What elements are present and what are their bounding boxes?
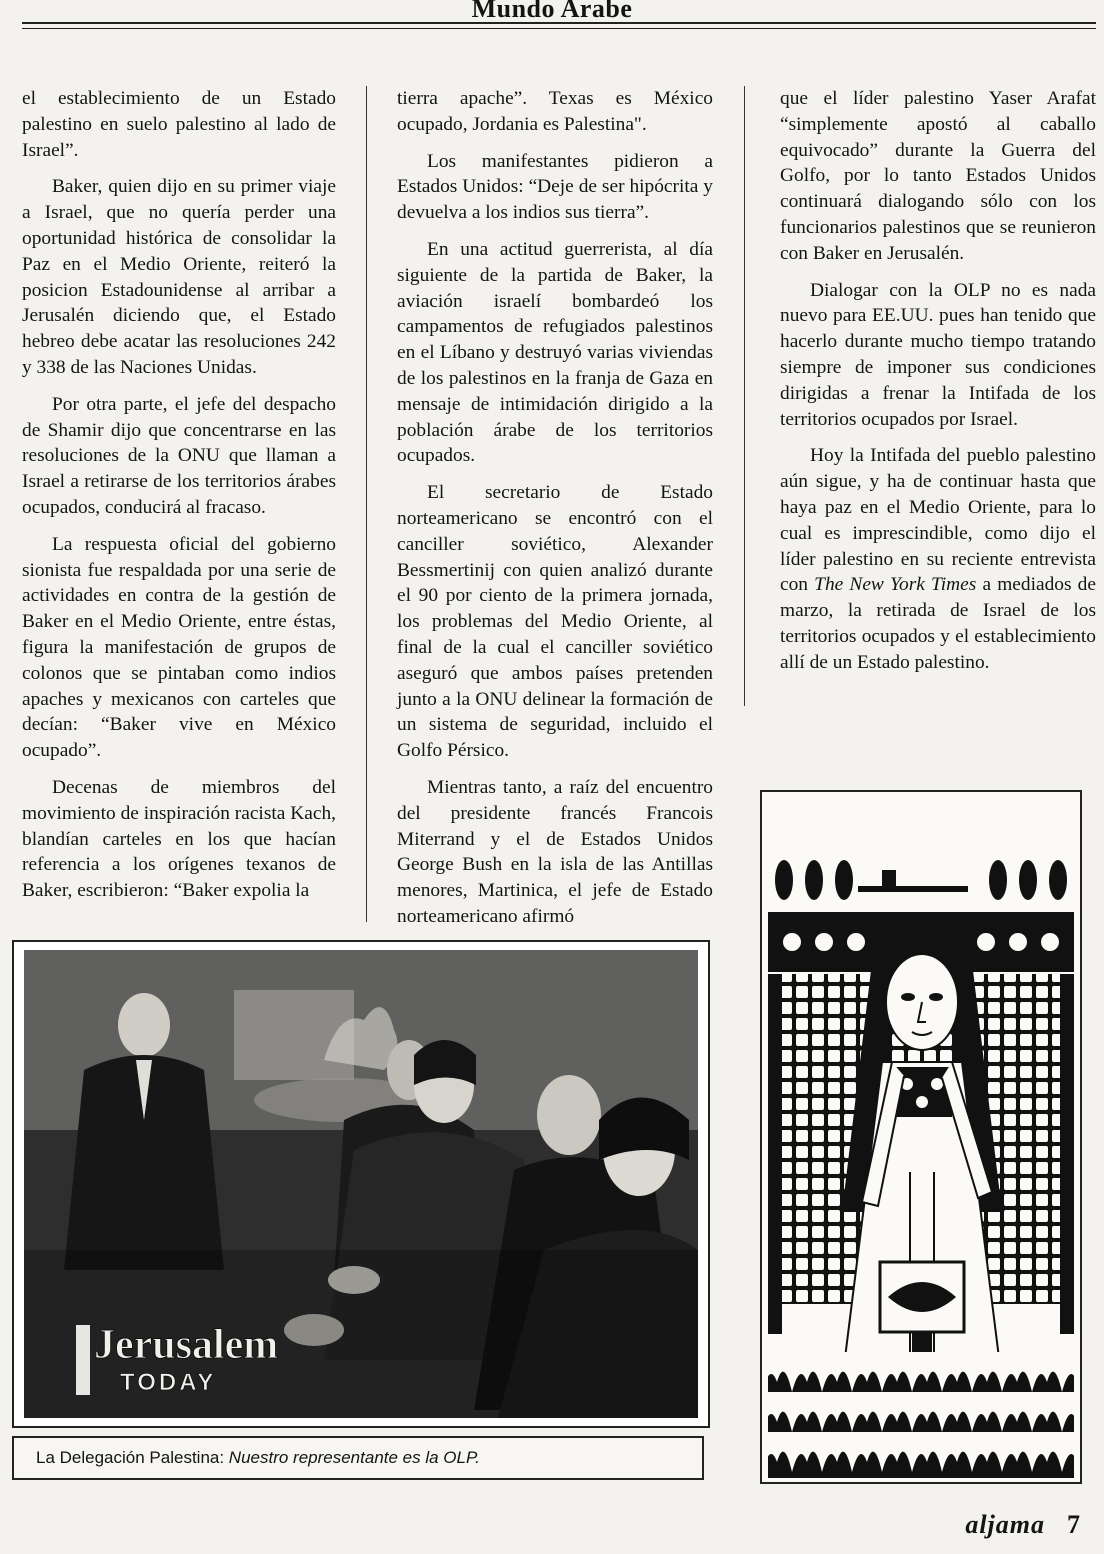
illustration-frame <box>760 790 1082 1484</box>
column-divider <box>744 86 745 706</box>
article-column-2 <box>397 86 713 941</box>
paragraph-text: a mediados de marzo, la retirada de Israel de los territorios ocupados y el establecimiento allí de un Estado palestino. <box>780 574 1096 673</box>
tv-overlay-title: Jerusalem <box>94 1322 279 1368</box>
column-divider <box>366 86 367 922</box>
paragraph <box>780 443 1096 675</box>
caption-prefix: La Delegación Palestina: <box>36 1448 229 1467</box>
paragraph: el establecimiento de un Estado palestino en suelo palestino al lado de Israel”. <box>22 88 336 161</box>
paragraph: que el líder palestino Yaser Arafat “simplemente apostó al caballo equivocado” durante la Guerra del Golfo, por lo tanto Estados Unidos continuará dialogando sólo con los funcionarios palestinos que se reunieron con Baker en Jerusalén. <box>780 88 1096 264</box>
paragraph: tierra apache”. Texas es México ocupado, Jordania es Palestina". <box>397 88 713 135</box>
page-footer <box>965 1510 1080 1540</box>
paragraph: Mientras tanto, a raíz del encuentro del presidente francés Francois Miterrand y el de Estados Unidos George Bush en la isla de las Antillas menores, Martinica, el jefe de Estado norteamericano afirmó <box>397 776 713 927</box>
article-column-1 <box>22 86 336 915</box>
tv-overlay-subtitle: TODAY <box>120 1369 217 1396</box>
photo-illustration <box>24 950 698 1418</box>
photo-caption <box>12 1436 704 1480</box>
delegation-photo <box>24 950 698 1418</box>
section-title: Mundo Arabe <box>471 0 633 23</box>
page-number: 7 <box>1067 1510 1080 1539</box>
photo-frame <box>12 940 710 1428</box>
header-rule-thin <box>22 28 1096 29</box>
paragraph: Baker, quien dijo en su primer viaje a Israel, que no quería perder una oportunidad histórica de consolidar la Paz en el Medio Oriente, reiteró la posicion Estadounidense al arribar a Jerusalén diciendo que, el Estado hebreo debe acatar las resoluciones 242 y 338 de las Naciones Unidas. <box>22 176 336 378</box>
newspaper-name: The New York Times <box>814 574 977 596</box>
caption-emphasis: Nuestro representante es la OLP. <box>228 1448 480 1467</box>
magazine-logo: aljama <box>965 1510 1045 1539</box>
paragraph: Los manifestantes pidieron a Estados Unidos: “Deje de ser hipócrita y devuelva a los indios sus tierra”. <box>397 150 713 224</box>
paragraph: Dialogar con la OLP no es nada nuevo para EE.UU. pues han tenido que hacerlo durante mucho tiempo tratando siempre de imponer sus condiciones dirigidas a frenar la Intifada de los territorios ocupados por Israel. <box>780 279 1096 430</box>
paragraph-text: Hoy la Intifada del pueblo palestino aún sigue, y ha de continuar hasta que haya paz en el Medio Oriente, para lo cual es imprescindible, como dijo el líder palestino en su reciente entrevista con <box>780 445 1096 596</box>
palestinian-woman-illustration <box>762 792 1080 1482</box>
paragraph: El secretario de Estado norteamericano se encontró con el canciller soviético, Alexander Bessmertinij con quien analizó durante el 90 por ciento de la primera jornada, los problemas del Medio Oriente, al final de la cual el canciller soviético aseguró que ambos países pretenden junto a la ONU delinear la formación de un sistema de seguridad, incluido el Golfo Pérsico. <box>397 482 713 762</box>
header-rule <box>22 22 1096 24</box>
article-column-3 <box>780 86 1096 687</box>
paragraph: En una actitud guerrerista, al día siguiente de la partida de Baker, la aviación israelí bombardeó los campamentos de refugiados palestinos en el Líbano y destruyó varias viviendas de los palestinos en la franja de Gaza en mensaje de intimidación dirigido a la población árabe de los territorios ocupados. <box>397 238 713 467</box>
paragraph: Decenas de miembros del movimiento de inspiración racista Kach, blandían carteles en los que hacían referencia a los orígenes texanos de Baker, escribieron: “Baker expolia la <box>22 776 336 902</box>
paragraph: Por otra parte, el jefe del despacho de Shamir dijo que concentrarse en las resoluciones de la ONU que llaman a Israel a retirarse de los territorios árabes ocupados, conducirá al fracaso. <box>22 393 336 518</box>
paragraph: La respuesta oficial del gobierno sionista fue respaldada por una serie de actividades en contra de la gestión de Baker en el Medio Oriente, entre éstas, figura la manifestación de grupos de colonos que se pintaban como indios apaches y mexicanos con carteles que decían: “Baker vive en México ocupado”. <box>22 533 336 762</box>
